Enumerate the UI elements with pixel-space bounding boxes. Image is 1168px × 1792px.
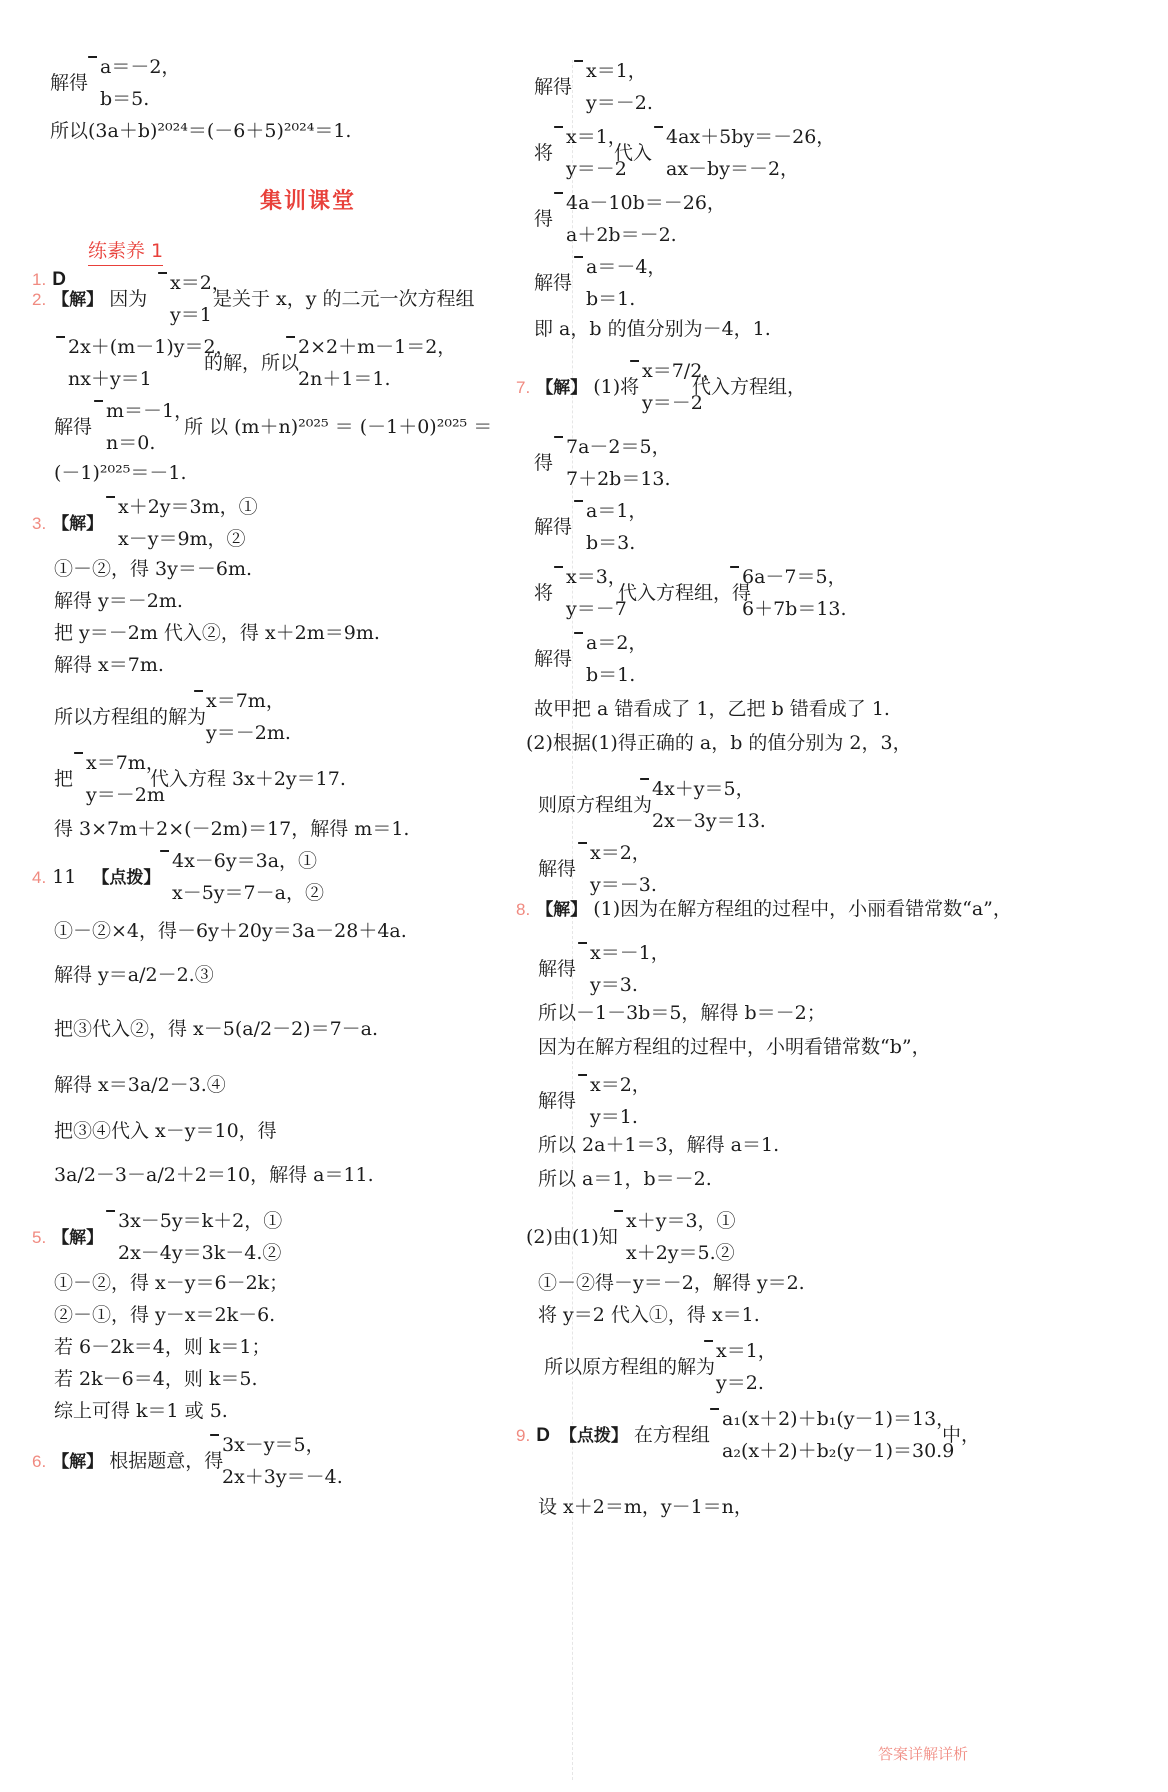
q7-sub-mid: 代入方程组，得 [618, 582, 752, 604]
q3-line-5: 得 3×7m＋2×(－2m)＝17，解得 m＝1. [54, 818, 410, 840]
q5-line-4: 若 2k－6＝4，则 k＝5. [54, 1368, 258, 1390]
q8-line-1: 8. 【解】 (1)因为在解方程组的过程中，小丽看错常数“a”， [516, 898, 1012, 920]
q4-line-3: 把③代入②，得 x－5(a/2－2)＝7－a. [54, 1018, 379, 1040]
q1-line: 1. D [32, 269, 66, 290]
q7-p1-suffix: 代入方程组， [692, 376, 807, 398]
q9-line-1: 设 x＋2＝m，y－1＝n， [538, 1496, 753, 1518]
q2-intro-b: 是关于 x，y 的二元一次方程组 [213, 288, 475, 310]
q5-line-5: 综上可得 k＝1 或 5. [54, 1400, 228, 1422]
q2-solve-prefix: 解得 [54, 416, 93, 438]
q2-result-b: (－1)²⁰²⁵＝－1. [54, 462, 187, 484]
q7-line-2: (2)根据(1)得正确的 a，b 的值分别为 2，3， [526, 732, 912, 754]
q8-line-3: 因为在解方程组的过程中，小明看错常数“b”， [538, 1036, 931, 1058]
q3-sub-suffix: 代入方程 3x＋2y＝17. [150, 768, 346, 790]
prev-conclusion: 所以(3a＋b)²⁰²⁴＝(－6＋5)²⁰²⁴＝1. [50, 120, 352, 142]
q7-get-prefix: 得 [534, 452, 554, 474]
q6-solve-prefix-2: 解得 [534, 272, 573, 294]
q8-solve-prefix-2: 解得 [538, 1090, 577, 1112]
section-heading: 集训课堂 [259, 189, 356, 214]
q7-solve-prefix: 解得 [534, 516, 573, 538]
q7-intro: 7. 【解】 (1)将 [516, 376, 640, 398]
q4-line-4: 解得 x＝3a/2－3.④ [54, 1074, 226, 1096]
q3-sub-prefix: 把 [54, 768, 74, 790]
q8-line-2: 所以－1－3b＝5，解得 b＝－2； [538, 1002, 826, 1024]
q6-sub-prefix: 将 [534, 142, 554, 164]
q2-result-a: 所 以 (m＋n)²⁰²⁵ ＝ (－1＋0)²⁰²⁵ ＝ [184, 416, 493, 438]
q3-line-3: 把 y＝－2m 代入②，得 x＋2m＝9m. [54, 622, 380, 644]
practice-label: 练素养 1 [88, 236, 163, 266]
q2-intro: 2. 【解】 因为 [32, 288, 148, 310]
q4-intro: 4. 11 【点拨】 [32, 866, 161, 888]
q3-intro: 3. 【解】 [32, 514, 104, 534]
q7-solve-prefix-2: 解得 [534, 648, 573, 670]
q6-result: 即 a，b 的值分别为－4，1. [534, 318, 771, 340]
q4-line-2: 解得 y＝a/2－2.③ [54, 964, 214, 986]
q8-solve-prefix: 解得 [538, 958, 577, 980]
q6-get-prefix: 得 [534, 208, 554, 230]
q6-intro: 6. 【解】 根据题意，得 [32, 1450, 224, 1472]
q8-line-4: 所以 2a＋1＝3，解得 a＝1. [538, 1134, 780, 1156]
q2-mid: 的解，所以 [204, 352, 300, 374]
q5-line-3: 若 6－2k＝4，则 k＝1； [54, 1336, 271, 1358]
q7-line-1: 故甲把 a 错看成了 1，乙把 b 错看成了 1. [534, 698, 890, 720]
q8-p2-prefix: (2)由(1)知 [526, 1226, 618, 1248]
q8-line-7: 将 y＝2 代入①，得 x＝1. [538, 1304, 760, 1326]
q5-line-1: ①－②，得 x－y＝6－2k； [54, 1272, 289, 1294]
prev-solve-prefix: 解得 [50, 72, 89, 94]
q3-line-1: ①－②，得 3y＝－6m. [54, 558, 253, 580]
q5-line-2: ②－①，得 y－x＝2k－6. [54, 1304, 276, 1326]
q4-line-5: 把③④代入 x－y＝10，得 [54, 1120, 277, 1142]
q4-line-1: ①－②×4，得－6y＋20y＝3a－28＋4a. [54, 920, 407, 942]
q8-solution-prefix: 所以原方程组的解为 [544, 1356, 716, 1378]
q8-line-5: 所以 a＝1，b＝－2. [538, 1168, 712, 1190]
footer-text: 答案详解详析 [877, 1745, 968, 1763]
q7-solve-prefix-3: 解得 [538, 858, 577, 880]
q3-solution-prefix: 所以方程组的解为 [54, 706, 207, 728]
q9-intro: 9. D 【点拨】 在方程组 [516, 1424, 710, 1446]
q7-orig-prefix: 则原方程组为 [538, 794, 653, 816]
q4-line-6: 3a/2－3－a/2＋2＝10，解得 a＝11. [54, 1164, 374, 1186]
q6-solve-prefix: 解得 [534, 76, 573, 98]
q6-sub-mid: 代入 [614, 142, 653, 164]
q5-intro: 5. 【解】 [32, 1228, 104, 1248]
q3-line-2: 解得 y＝－2m. [54, 590, 183, 612]
q9-suffix: 中， [942, 1424, 981, 1446]
q7-sub-prefix: 将 [534, 582, 554, 604]
q3-line-4: 解得 x＝7m. [54, 654, 164, 676]
q8-line-6: ①－②得－y＝－2，解得 y＝2. [538, 1272, 805, 1294]
